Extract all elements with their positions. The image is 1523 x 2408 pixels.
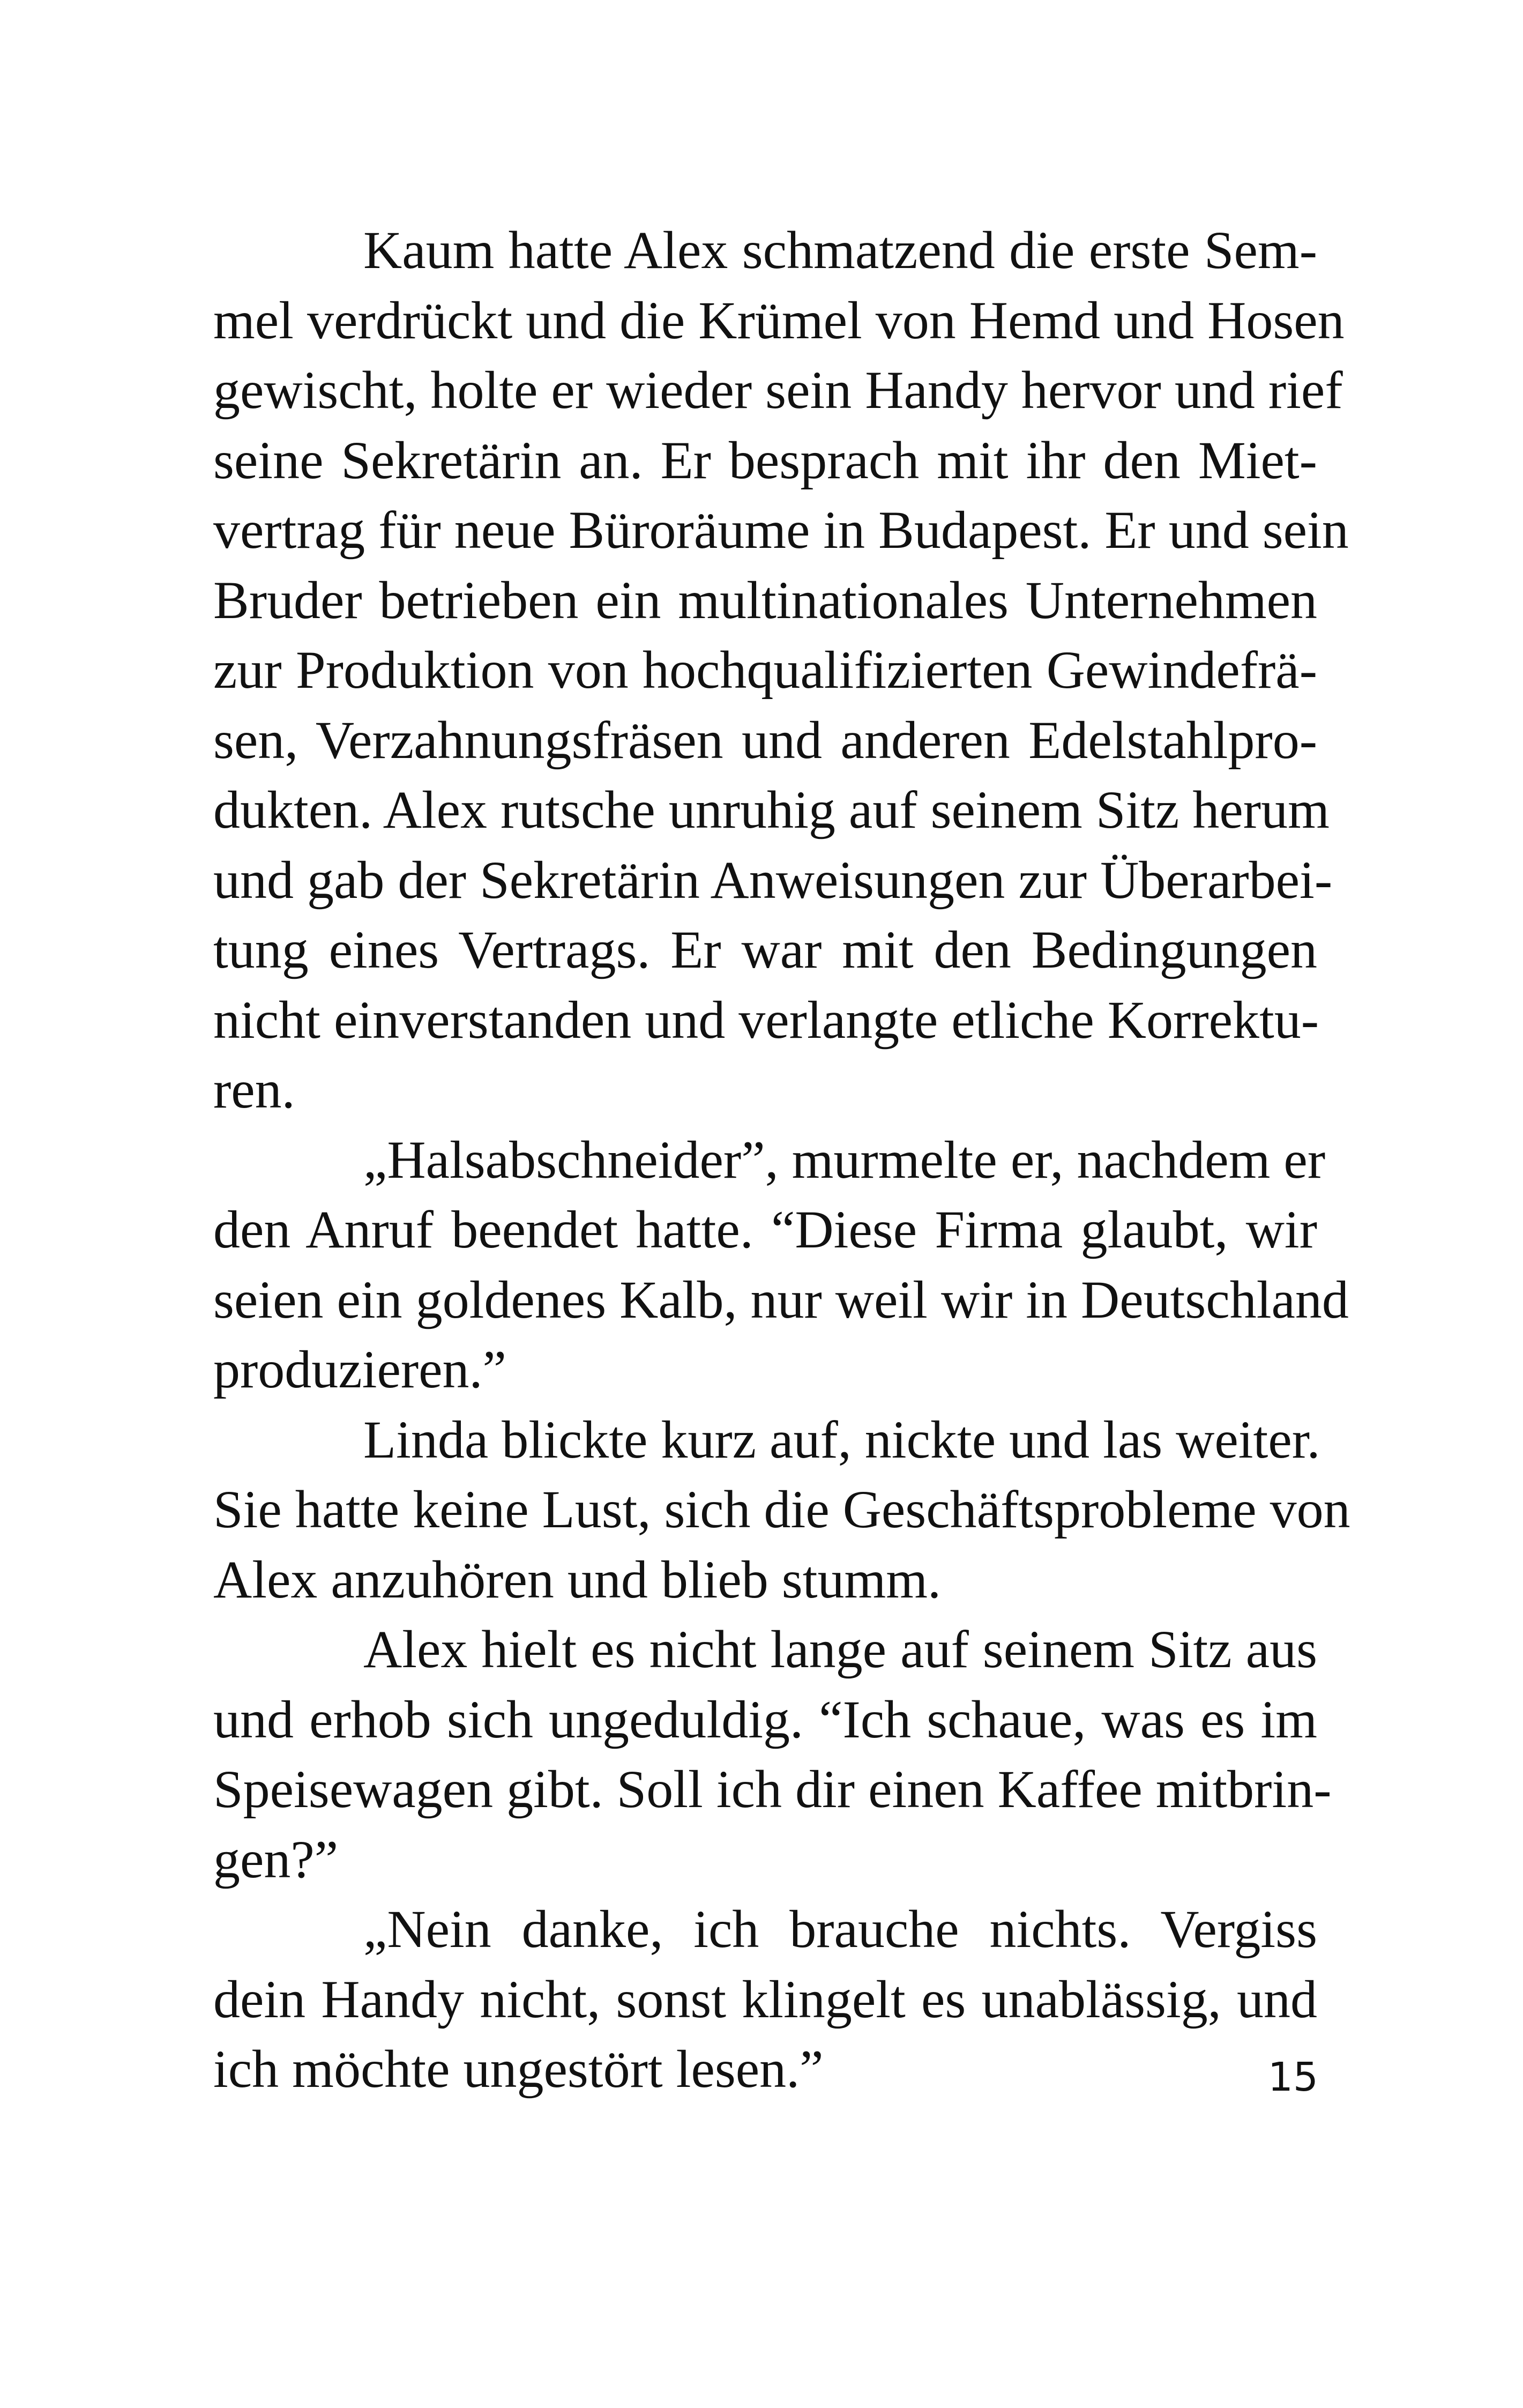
- text-line: gewischt, holte er wieder sein Handy hervor und rief: [213, 360, 1343, 420]
- text-line: sen, Verzahnungsfräsen und anderen Edelstahlpro-: [213, 710, 1317, 770]
- text-line: dukten. Alex rutsche unruhig auf seinem Sitz herum: [213, 780, 1330, 839]
- text-line: mel verdrückt und die Krümel von Hemd und Hosen: [213, 290, 1345, 350]
- paragraph: [213, 215, 1349, 1125]
- text-line: produzieren.”: [213, 1340, 506, 1399]
- text-line: seine Sekretärin an. Er besprach mit ihr den Miet-: [213, 430, 1317, 490]
- paragraph: [213, 1615, 1332, 1894]
- text-line: Alex anzuhören und blieb stumm.: [213, 1549, 942, 1609]
- text-line: und gab der Sekretärin Anweisungen zur Überarbei-: [213, 850, 1333, 910]
- text-line: Linda blickte kurz auf, nickte und las weiter.: [363, 1409, 1320, 1469]
- text-line: Bruder betrieben ein multinationales Unternehmen: [213, 570, 1317, 630]
- text-line: Sie hatte keine Lust, sich die Geschäftsprobleme von: [213, 1480, 1350, 1539]
- text-line: „Nein danke, ich brauche nichts. Vergiss: [363, 1899, 1317, 1959]
- text-line: Kaum hatte Alex schmatzend die erste Sem-: [363, 220, 1317, 280]
- body-text: [213, 215, 1350, 2105]
- page-number: 15: [1267, 2054, 1318, 2100]
- paragraph: [213, 1894, 1317, 2105]
- text-line: den Anruf beendet hatte. “Diese Firma glaubt, wir: [213, 1200, 1317, 1259]
- text-line: nicht einverstanden und verlangte etliche Korrektu-: [213, 990, 1319, 1050]
- text-line: vertrag für neue Büroräume in Budapest. Er und sein: [213, 500, 1349, 560]
- text-line: seien ein goldenes Kalb, nur weil wir in Deutschland: [213, 1269, 1349, 1329]
- text-line: Speisewagen gibt. Soll ich dir einen Kaffee mitbrin-: [213, 1759, 1332, 1819]
- text-line: gen?”: [213, 1829, 339, 1889]
- paragraph: [213, 1405, 1350, 1615]
- paragraph: [213, 1125, 1349, 1405]
- text-line: zur Produktion von hochqualifizierten Gewindefrä-: [213, 640, 1317, 700]
- text-line: ich möchte ungestört lesen.”: [213, 2039, 824, 2099]
- text-line: ren.: [213, 1060, 295, 1119]
- text-line: dein Handy nicht, sonst klingelt es unablässig, und: [213, 1969, 1317, 2029]
- text-line: Alex hielt es nicht lange auf seinem Sitz aus: [363, 1619, 1317, 1679]
- text-line: tung eines Vertrags. Er war mit den Bedingungen: [213, 920, 1317, 979]
- text-line: und erhob sich ungeduldig. “Ich schaue, was es im: [213, 1689, 1317, 1749]
- text-line: „Halsabschneider”, murmelte er, nachdem er: [363, 1129, 1326, 1190]
